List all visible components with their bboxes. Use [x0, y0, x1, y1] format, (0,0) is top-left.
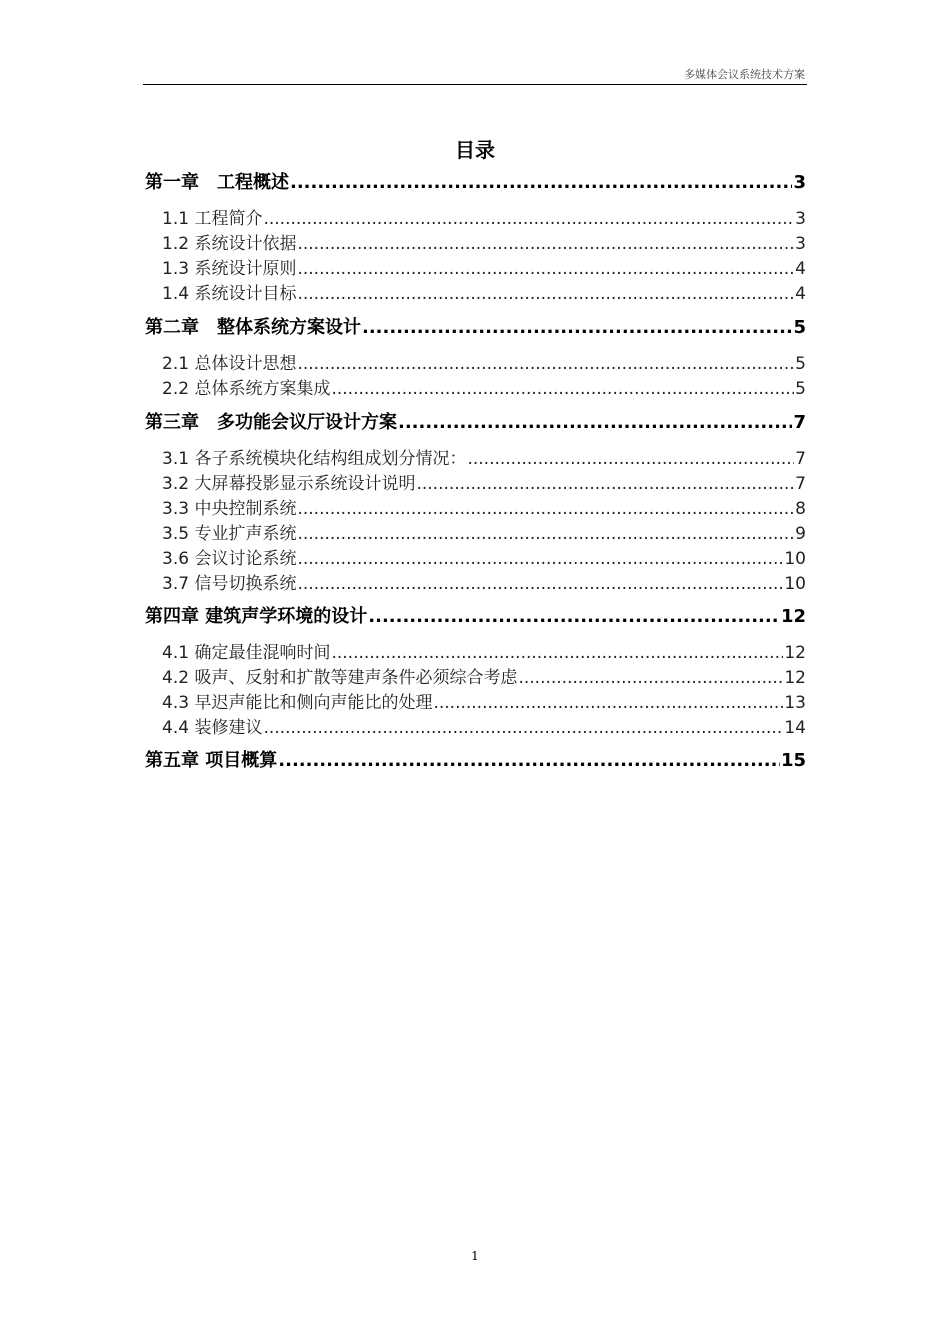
toc-entry-label: 3.2 大屏幕投影显示系统设计说明: [162, 474, 416, 494]
toc-entry-page: 7: [793, 412, 806, 433]
toc-leader: [297, 234, 794, 254]
toc-entry-label: 1.3 系统设计原则: [162, 259, 297, 279]
toc-entry[interactable]: [145, 494, 806, 519]
toc-entry-page: 5: [795, 379, 806, 399]
toc-entry-page: 10: [784, 549, 806, 569]
toc-entry-label: 第五章 项目概算: [145, 750, 278, 771]
toc-leader: [398, 412, 792, 433]
toc-leader: [297, 354, 794, 374]
toc-entry[interactable]: [145, 374, 806, 399]
toc-entry-page: 12: [780, 606, 806, 627]
toc-entry[interactable]: [145, 713, 806, 738]
toc-leader: [362, 317, 792, 338]
toc-entry[interactable]: [145, 408, 806, 434]
toc-entry-label: 3.1 各子系统模块化结构组成划分情况：: [162, 449, 467, 469]
header-divider: [143, 84, 807, 85]
toc-entry-label: 1.4 系统设计目标: [162, 284, 297, 304]
toc-leader: [297, 549, 783, 569]
toc-leader: [297, 574, 783, 594]
toc-entry-page: 14: [784, 718, 806, 738]
toc-entry[interactable]: [145, 746, 806, 772]
toc-entry[interactable]: [145, 544, 806, 569]
toc-leader: [297, 499, 794, 519]
toc-entry[interactable]: [145, 168, 806, 194]
toc-entry-label: 1.2 系统设计依据: [162, 234, 297, 254]
toc-entry-page: 10: [784, 574, 806, 594]
toc-leader: [297, 259, 794, 279]
toc-entry-page: 7: [795, 474, 806, 494]
toc-entry-page: 9: [795, 524, 806, 544]
page-number: 1: [471, 1249, 479, 1263]
toc-entry[interactable]: [145, 204, 806, 229]
toc-entry[interactable]: [145, 254, 806, 279]
toc-entry[interactable]: [145, 569, 806, 594]
toc-entry[interactable]: [145, 602, 806, 628]
toc-leader: [416, 474, 794, 494]
toc-entry-page: 12: [784, 668, 806, 688]
toc-entry[interactable]: [145, 279, 806, 304]
toc-entry-page: 13: [784, 693, 806, 713]
toc-entry[interactable]: [145, 519, 806, 544]
toc-entry-page: 8: [795, 499, 806, 519]
toc-leader: [263, 718, 783, 738]
toc-entry-label: 3.6 会议讨论系统: [162, 549, 297, 569]
toc-entry-label: 4.2 吸声、反射和扩散等建声条件必须综合考虑: [162, 668, 518, 688]
toc-leader: [290, 172, 792, 193]
toc-leader: [433, 693, 783, 713]
toc-entry[interactable]: [145, 229, 806, 254]
toc-entry-label: 4.4 装修建议: [162, 718, 263, 738]
toc-entry[interactable]: [145, 638, 806, 663]
toc-leader: [278, 750, 780, 771]
toc-entry-label: 2.1 总体设计思想: [162, 354, 297, 374]
toc-leader: [297, 524, 794, 544]
toc-leader: [331, 379, 794, 399]
toc-entry-page: 4: [795, 259, 806, 279]
toc-entry-page: 4: [795, 284, 806, 304]
toc-entry-page: 12: [784, 643, 806, 663]
toc-entry-page: 5: [795, 354, 806, 374]
toc-entry[interactable]: [145, 349, 806, 374]
toc-entry-page: 3: [795, 209, 806, 229]
toc-leader: [368, 606, 780, 627]
toc-entry[interactable]: [145, 313, 806, 339]
toc-entry-label: 1.1 工程简介: [162, 209, 263, 229]
toc-entry-label: 第二章 整体系统方案设计: [145, 317, 361, 338]
toc-entry[interactable]: [145, 469, 806, 494]
toc-entry-label: 4.1 确定最佳混响时间: [162, 643, 331, 663]
toc-leader: [518, 668, 783, 688]
toc-entry-label: 3.3 中央控制系统: [162, 499, 297, 519]
toc-title: 目录: [455, 138, 495, 162]
toc-entry-label: 第一章 工程概述: [145, 172, 289, 193]
toc-entry-label: 第三章 多功能会议厅设计方案: [145, 412, 397, 433]
toc-entry-label: 3.5 专业扩声系统: [162, 524, 297, 544]
toc-leader: [467, 449, 794, 469]
toc-entry-page: 3: [795, 234, 806, 254]
toc-leader: [297, 284, 794, 304]
toc-entry[interactable]: [145, 688, 806, 713]
toc-leader: [263, 209, 794, 229]
toc-entry-page: 3: [793, 172, 806, 193]
toc-entry-label: 3.7 信号切换系统: [162, 574, 297, 594]
toc-entry-label: 2.2 总体系统方案集成: [162, 379, 331, 399]
toc-entry-page: 7: [795, 449, 806, 469]
toc-entry-label: 4.3 早迟声能比和侧向声能比的处理: [162, 693, 433, 713]
toc-leader: [331, 643, 783, 663]
toc-entry[interactable]: [145, 663, 806, 688]
toc-entry-page: 5: [793, 317, 806, 338]
running-header: 多媒体会议系统技术方案: [684, 68, 805, 81]
toc-entry-page: 15: [780, 750, 806, 771]
toc-entry[interactable]: [145, 444, 806, 469]
toc-entry-label: 第四章 建筑声学环境的设计: [145, 606, 368, 627]
